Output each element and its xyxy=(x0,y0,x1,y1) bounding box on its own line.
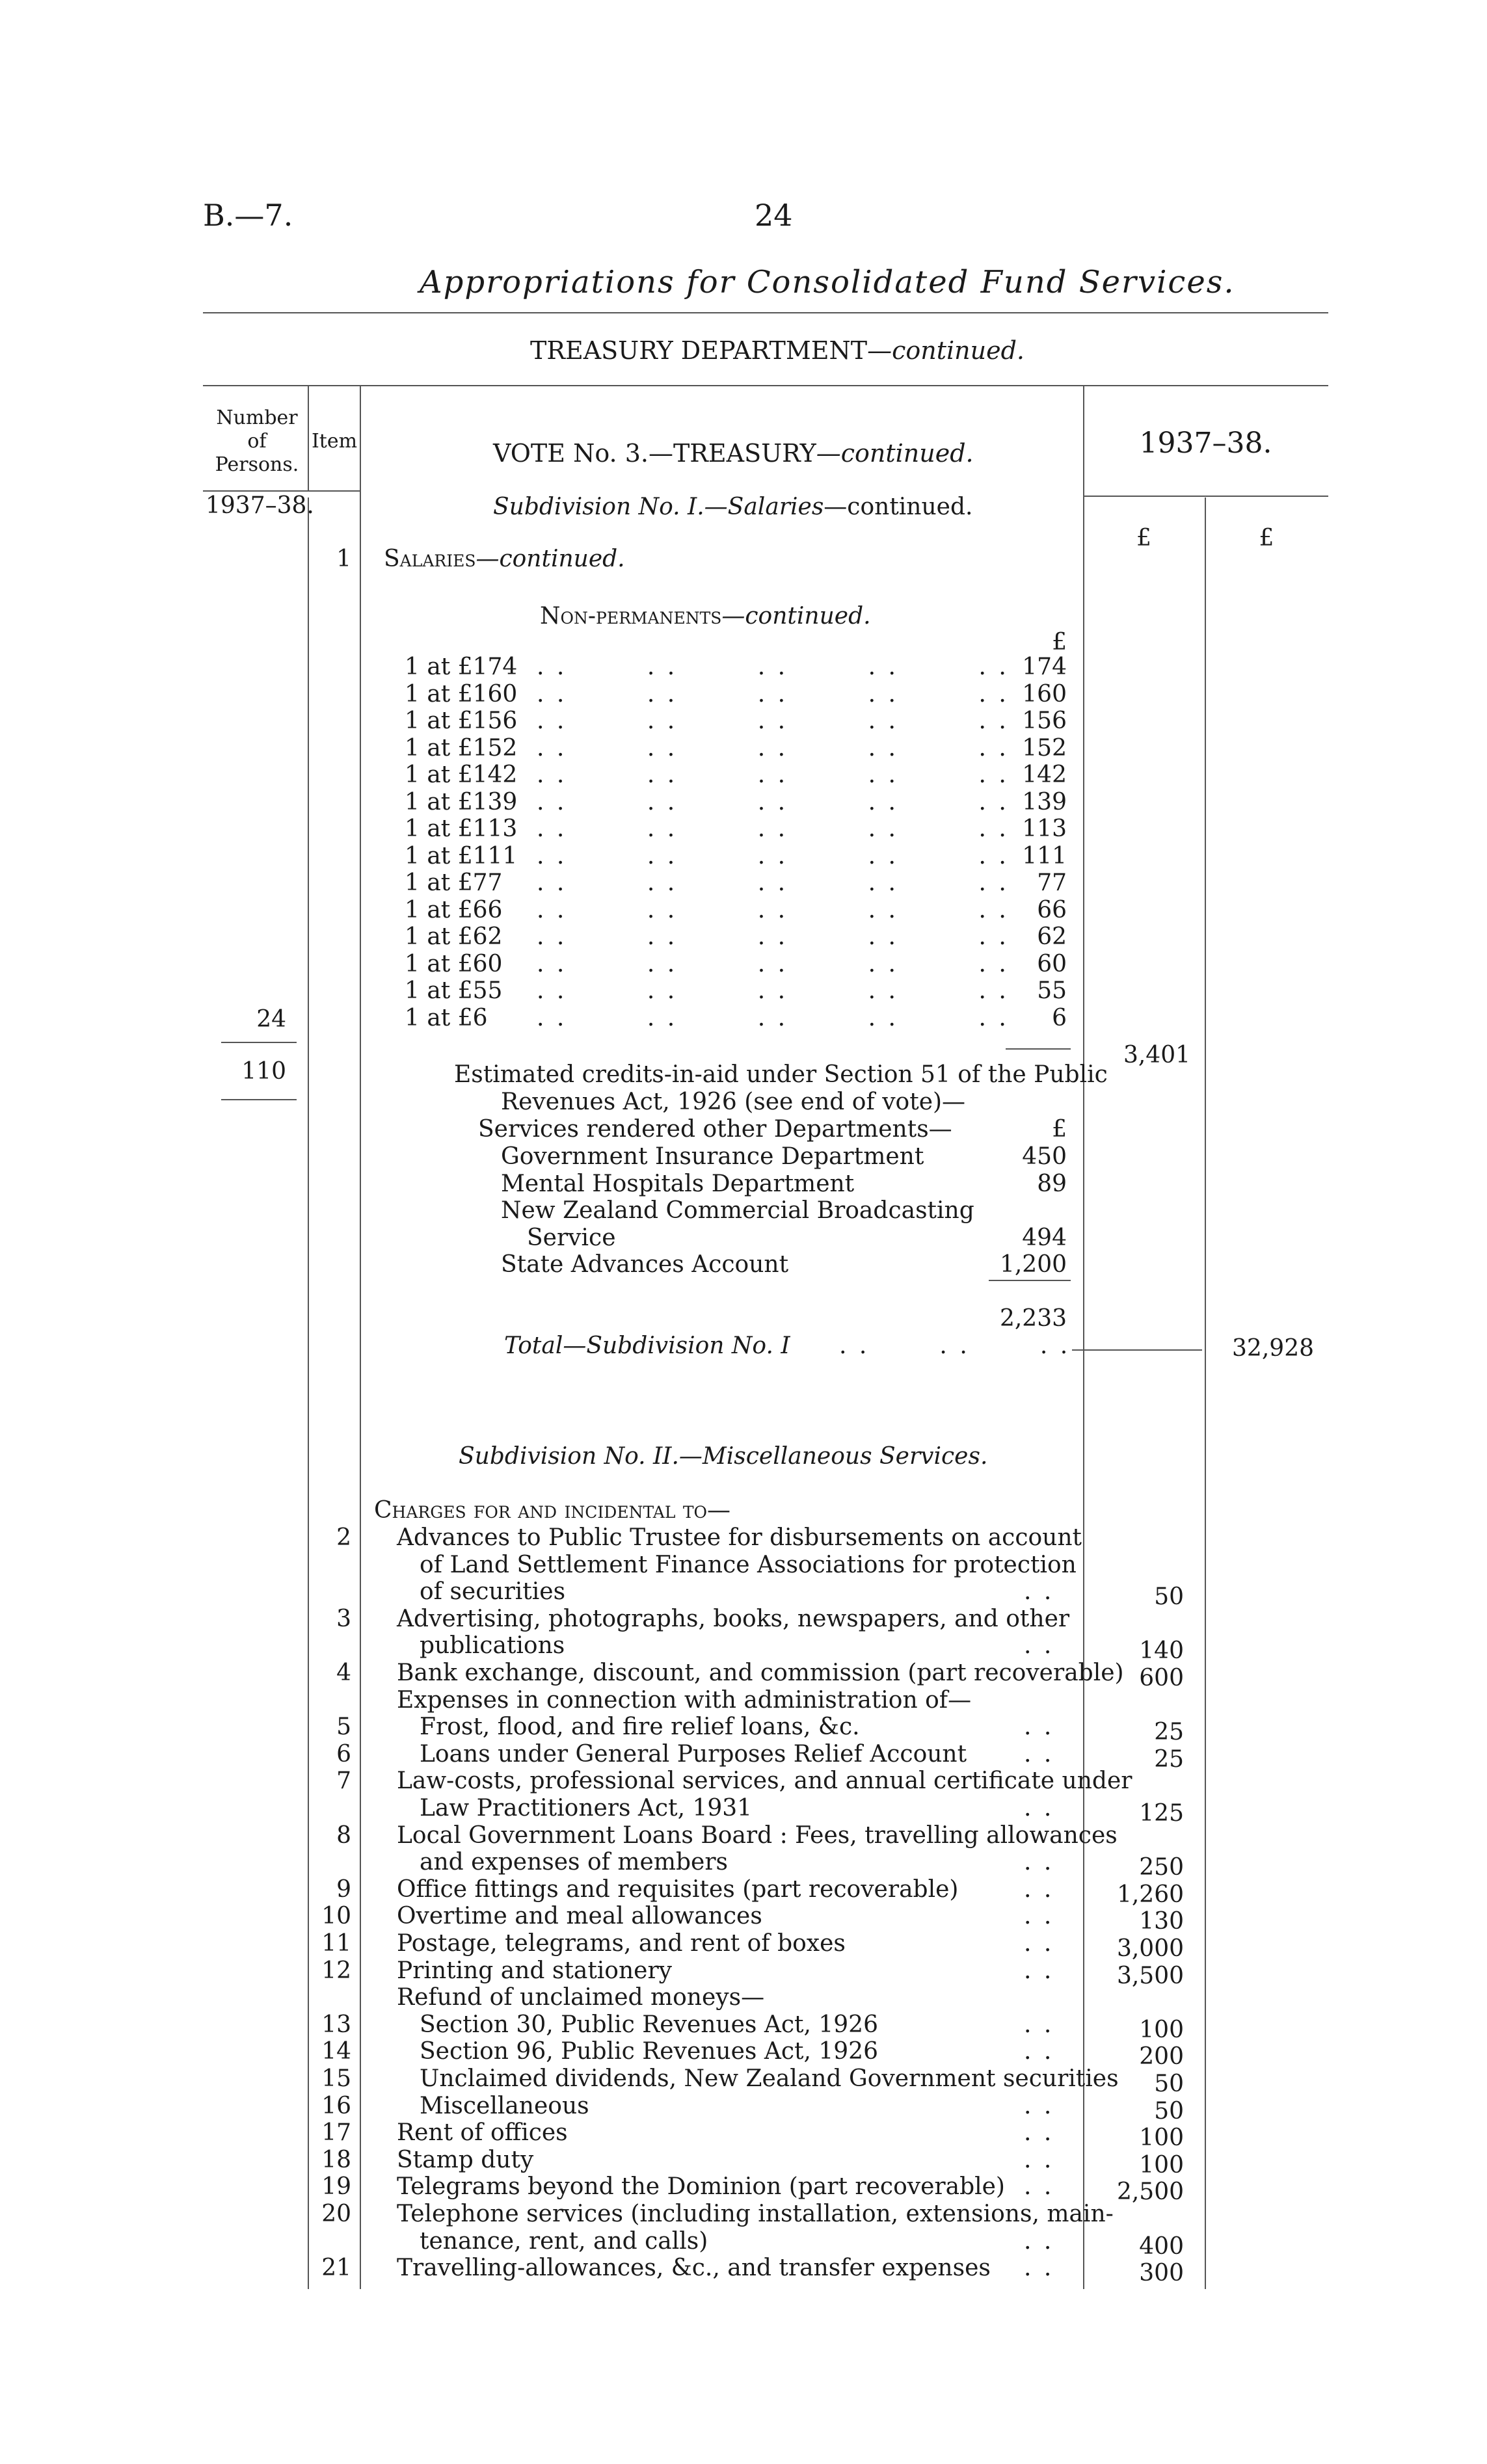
credits-line-2: Revenues Act, 1926 (see end of vote)— xyxy=(501,1089,966,1115)
credits-pound: £ xyxy=(1052,1116,1067,1143)
nonperm-row-value: 152 xyxy=(1022,735,1067,762)
persons-rule-1 xyxy=(221,1042,297,1043)
misc-row-text: Section 30, Public Revenues Act, 1926 xyxy=(420,2011,878,2038)
misc-row-text: Telephone services (including installation, extensions, main- xyxy=(397,2201,1114,2227)
persons-count-110: 110 xyxy=(241,1058,286,1085)
misc-row-amount: 2,500 xyxy=(1116,2179,1184,2205)
misc-item-number: 5 xyxy=(336,1714,351,1740)
misc-row-leaders: . . xyxy=(1024,1795,1054,1822)
misc-row-text: Postage, telegrams, and rent of boxes xyxy=(397,1930,846,1957)
nonperm-sum-rule xyxy=(1006,1048,1071,1050)
misc-row-amount: 100 xyxy=(1139,2125,1184,2151)
misc-item-number: 8 xyxy=(336,1822,351,1849)
nonperm-row-value: 6 xyxy=(1052,1005,1067,1031)
total-subdiv-1-rule xyxy=(1072,1349,1202,1351)
document-ref: B.—7. xyxy=(203,198,293,233)
misc-row-text: Office fittings and requisites (part recoverable) xyxy=(397,1876,959,1903)
misc-item-number: 17 xyxy=(321,2119,351,2146)
nonperm-row-leaders: . . . . . . . . . . xyxy=(537,789,1009,815)
nonperm-row-label: 1 at £62 xyxy=(405,923,503,950)
misc-row-text: Bank exchange, discount, and commission (part recoverable) xyxy=(397,1660,1124,1686)
misc-item-number: 16 xyxy=(321,2093,351,2119)
misc-row-amount: 25 xyxy=(1154,1719,1184,1745)
persons-head-2: of xyxy=(247,430,267,453)
credits-row-value: 89 xyxy=(1037,1171,1067,1197)
misc-row-leaders: . . xyxy=(1024,1632,1054,1659)
item-1-number: 1 xyxy=(336,546,351,572)
misc-row-amount: 200 xyxy=(1139,2043,1184,2070)
misc-row-text: Printing and stationery xyxy=(397,1957,673,1984)
misc-row-text: Loans under General Purposes Relief Account xyxy=(420,1741,967,1768)
misc-row-text: Section 96, Public Revenues Act, 1926 xyxy=(420,2038,878,2065)
misc-row-amount: 250 xyxy=(1139,1854,1184,1881)
misc-row-leaders: . . xyxy=(1024,1876,1054,1903)
misc-row-leaders: . . xyxy=(1024,1930,1054,1957)
nonperm-row-value: 160 xyxy=(1022,681,1067,708)
nonperm-row-value: 156 xyxy=(1022,708,1067,734)
misc-row-text: Advertising, photographs, books, newspapers, and other xyxy=(397,1606,1070,1632)
nonperm-pound: £ xyxy=(1052,629,1067,656)
subdivision-1-title: Subdivision No. I.—Salaries xyxy=(493,494,824,520)
persons-head-1: Number xyxy=(216,406,298,429)
nonperm-row-label: 1 at £55 xyxy=(405,977,503,1004)
misc-row-leaders: . . xyxy=(1024,1578,1054,1605)
misc-row-text: Local Government Loans Board : Fees, travelling allowances xyxy=(397,1822,1118,1849)
persons-year: 1937–38. xyxy=(206,492,314,519)
nonperm-row-label: 1 at £139 xyxy=(405,789,518,815)
misc-row-amount: 100 xyxy=(1139,2017,1184,2043)
nonperm-row-leaders: . . . . . . . . . . xyxy=(537,923,1009,950)
misc-row-amount: 25 xyxy=(1154,1746,1184,1773)
misc-row-amount: 300 xyxy=(1139,2260,1184,2286)
misc-row-text: Travelling-allowances, &c., and transfer expenses xyxy=(397,2255,991,2281)
nonperm-row-value: 142 xyxy=(1022,762,1067,788)
misc-row-leaders: . . xyxy=(1024,1903,1054,1929)
misc-row-text: Law-costs, professional services, and annual certificate under xyxy=(397,1768,1132,1794)
salaries-label: Salaries xyxy=(384,546,476,572)
nonperm-heading xyxy=(540,605,871,628)
misc-row-text: Frost, flood, and fire relief loans, &c. xyxy=(420,1714,860,1740)
subdivision-1-heading xyxy=(493,496,972,519)
nonperm-row-value: 111 xyxy=(1022,843,1067,869)
misc-row-amount: 140 xyxy=(1139,1637,1184,1664)
misc-item-number: 15 xyxy=(321,2065,351,2092)
nonperm-row-value: 174 xyxy=(1022,654,1067,680)
credits-row-value: 494 xyxy=(1022,1225,1067,1251)
nonperm-row-leaders: . . . . . . . . . . xyxy=(537,1005,1009,1031)
persons-count-24: 24 xyxy=(256,1006,286,1033)
total-subdiv-1-leaders: . . . . . . xyxy=(839,1332,1071,1359)
salaries-heading xyxy=(384,548,625,571)
misc-row-text: of Land Settlement Finance Associations for protection xyxy=(420,1552,1077,1578)
nonperm-row-label: 1 at £152 xyxy=(405,735,518,762)
persons-head-3: Persons. xyxy=(215,453,299,476)
misc-row-text: Law Practitioners Act, 1931 xyxy=(420,1795,753,1822)
nonperm-row-leaders: . . . . . . . . . . xyxy=(537,708,1009,734)
salaries-suffix: —continued. xyxy=(476,546,625,572)
misc-item-number: 9 xyxy=(336,1876,351,1903)
subtotal-3401: 3,401 xyxy=(1123,1042,1190,1068)
nonperm-row-value: 113 xyxy=(1022,815,1067,842)
department-suffix: —continued. xyxy=(867,336,1025,365)
nonperm-row-label: 1 at £113 xyxy=(405,815,518,842)
nonperm-suffix: —continued. xyxy=(721,603,871,629)
nonperm-row-label: 1 at £77 xyxy=(405,869,503,896)
misc-row-leaders: . . xyxy=(1024,2093,1054,2119)
credits-row-value: 1,200 xyxy=(999,1251,1067,1278)
misc-row-text: tenance, rent, and calls) xyxy=(420,2228,708,2255)
misc-item-number: 6 xyxy=(336,1741,351,1768)
misc-row-amount: 125 xyxy=(1139,1800,1184,1827)
misc-row-leaders: . . xyxy=(1024,2255,1054,2281)
vote-heading xyxy=(493,441,974,466)
department-name: TREASURY DEPARTMENT xyxy=(530,336,868,365)
charges-heading: Charges for and incidental to— xyxy=(374,1497,731,1524)
total-subdiv-1-label: Total—Subdivision No. I xyxy=(504,1332,790,1359)
misc-item-number: 13 xyxy=(321,2011,351,2038)
total-col-divider xyxy=(1205,497,1206,2289)
misc-row-leaders: . . xyxy=(1024,2038,1054,2065)
misc-row-text: Refund of unclaimed moneys— xyxy=(397,1984,765,2011)
pound-col-1: £ xyxy=(1136,525,1151,551)
nonperm-label: Non-permanents xyxy=(540,603,722,629)
misc-row-leaders: . . xyxy=(1024,1957,1054,1984)
misc-row-text: Rent of offices xyxy=(397,2119,568,2146)
nonperm-row-label: 1 at £174 xyxy=(405,654,518,680)
misc-row-amount: 50 xyxy=(1154,2098,1184,2125)
year-head: 1937–38. xyxy=(1139,427,1272,460)
page-title: Appropriations for Consolidated Fund Services. xyxy=(420,264,1235,300)
subdivision-2-heading: Subdivision No. II.—Miscellaneous Services. xyxy=(459,1443,988,1470)
misc-item-number: 2 xyxy=(336,1524,351,1551)
misc-item-number: 10 xyxy=(321,1903,351,1929)
misc-row-text: Overtime and meal allowances xyxy=(397,1903,762,1929)
persons-head-rule xyxy=(203,490,360,492)
misc-row-leaders: . . xyxy=(1024,2011,1054,2038)
misc-row-amount: 50 xyxy=(1154,1583,1184,1610)
misc-row-amount: 600 xyxy=(1139,1665,1184,1691)
misc-row-amount: 50 xyxy=(1154,2071,1184,2097)
misc-row-text: Advances to Public Trustee for disbursements on account xyxy=(397,1524,1082,1551)
subdivision-1-suffix: —continued. xyxy=(824,494,973,520)
nonperm-row-leaders: . . . . . . . . . . xyxy=(537,654,1009,680)
misc-row-leaders: . . xyxy=(1024,2119,1054,2146)
misc-item-number: 18 xyxy=(321,2147,351,2173)
misc-row-text: of securities xyxy=(420,1578,566,1605)
credits-row-label: Mental Hospitals Department xyxy=(501,1171,855,1197)
credits-row-label: Service xyxy=(527,1225,616,1251)
nonperm-row-value: 62 xyxy=(1037,923,1067,950)
misc-item-number: 7 xyxy=(336,1768,351,1794)
credits-line-3: Services rendered other Departments— xyxy=(478,1116,952,1143)
misc-item-number: 11 xyxy=(321,1930,351,1957)
misc-item-number: 20 xyxy=(321,2201,351,2227)
credits-sum-rule xyxy=(989,1280,1071,1281)
table-top-rule xyxy=(203,385,1328,386)
misc-item-number: 12 xyxy=(321,1957,351,1984)
nonperm-row-leaders: . . . . . . . . . . xyxy=(537,843,1009,869)
misc-row-leaders: . . xyxy=(1024,1741,1054,1768)
misc-item-number: 3 xyxy=(336,1606,351,1632)
pound-col-2: £ xyxy=(1259,525,1274,551)
title-rule xyxy=(203,312,1328,313)
nonperm-row-value: 77 xyxy=(1037,869,1067,896)
department-heading xyxy=(530,338,1025,363)
misc-row-amount: 3,000 xyxy=(1116,1935,1184,1962)
nonperm-row-leaders: . . . . . . . . . . xyxy=(537,869,1009,896)
misc-row-text: Telegrams beyond the Dominion (part recoverable) xyxy=(397,2173,1005,2200)
year-head-rule xyxy=(1083,496,1328,497)
nonperm-row-value: 66 xyxy=(1037,897,1067,923)
nonperm-row-leaders: . . . . . . . . . . xyxy=(537,977,1009,1004)
credits-row-value: 450 xyxy=(1022,1143,1067,1170)
misc-row-leaders: . . xyxy=(1024,2228,1054,2255)
misc-item-number: 14 xyxy=(321,2038,351,2065)
nonperm-row-leaders: . . . . . . . . . . xyxy=(537,815,1009,842)
nonperm-row-leaders: . . . . . . . . . . xyxy=(537,897,1009,923)
nonperm-row-label: 1 at £156 xyxy=(405,708,518,734)
credits-row-label: State Advances Account xyxy=(501,1251,789,1278)
nonperm-row-label: 1 at £142 xyxy=(405,762,518,788)
vote-title: VOTE No. 3.—TREASURY xyxy=(493,439,816,468)
misc-row-amount: 1,260 xyxy=(1116,1881,1184,1908)
amount-col-divider xyxy=(1083,385,1084,2289)
nonperm-row-label: 1 at £60 xyxy=(405,951,503,977)
nonperm-row-value: 55 xyxy=(1037,977,1067,1004)
vote-suffix: —continued. xyxy=(816,439,974,468)
misc-item-number: 4 xyxy=(336,1660,351,1686)
nonperm-row-label: 1 at £160 xyxy=(405,681,518,708)
misc-row-text: publications xyxy=(420,1632,565,1659)
nonperm-row-leaders: . . . . . . . . . . xyxy=(537,951,1009,977)
credits-row-label: Government Insurance Department xyxy=(501,1143,924,1170)
misc-row-leaders: . . xyxy=(1024,1849,1054,1875)
nonperm-row-leaders: . . . . . . . . . . xyxy=(537,681,1009,708)
credits-row-label: New Zealand Commercial Broadcasting xyxy=(501,1197,974,1224)
nonperm-row-value: 139 xyxy=(1022,789,1067,815)
nonperm-row-leaders: . . . . . . . . . . xyxy=(537,762,1009,788)
page-number: 24 xyxy=(755,198,793,233)
nonperm-row-value: 60 xyxy=(1037,951,1067,977)
misc-row-text: Expenses in connection with administration of— xyxy=(397,1687,972,1714)
misc-item-number: 19 xyxy=(321,2173,351,2200)
misc-row-text: Stamp duty xyxy=(397,2147,534,2173)
misc-row-amount: 3,500 xyxy=(1116,1963,1184,1989)
credits-line-1: Estimated credits-in-aid under Section 51 of the Public xyxy=(454,1061,1108,1088)
total-subdiv-1-value: 32,928 xyxy=(1232,1335,1314,1362)
nonperm-row-leaders: . . . . . . . . . . xyxy=(537,735,1009,762)
misc-row-amount: 100 xyxy=(1139,2152,1184,2179)
persons-rule-2 xyxy=(221,1099,297,1100)
item-col-divider xyxy=(360,385,361,2289)
misc-row-amount: 130 xyxy=(1139,1908,1184,1935)
misc-row-text: Unclaimed dividends, New Zealand Government securities xyxy=(420,2065,1119,2092)
misc-row-leaders: . . xyxy=(1024,2147,1054,2173)
credits-total: 2,233 xyxy=(999,1305,1067,1332)
nonperm-row-label: 1 at £66 xyxy=(405,897,503,923)
item-head: Item xyxy=(311,430,358,453)
misc-row-text: and expenses of members xyxy=(420,1849,729,1875)
nonperm-row-label: 1 at £111 xyxy=(405,843,518,869)
misc-row-leaders: . . xyxy=(1024,2173,1054,2200)
misc-row-amount: 400 xyxy=(1139,2233,1184,2260)
misc-row-leaders: . . xyxy=(1024,1714,1054,1740)
misc-item-number: 21 xyxy=(321,2255,351,2281)
misc-row-text: Miscellaneous xyxy=(420,2093,589,2119)
nonperm-row-label: 1 at £6 xyxy=(405,1005,488,1031)
